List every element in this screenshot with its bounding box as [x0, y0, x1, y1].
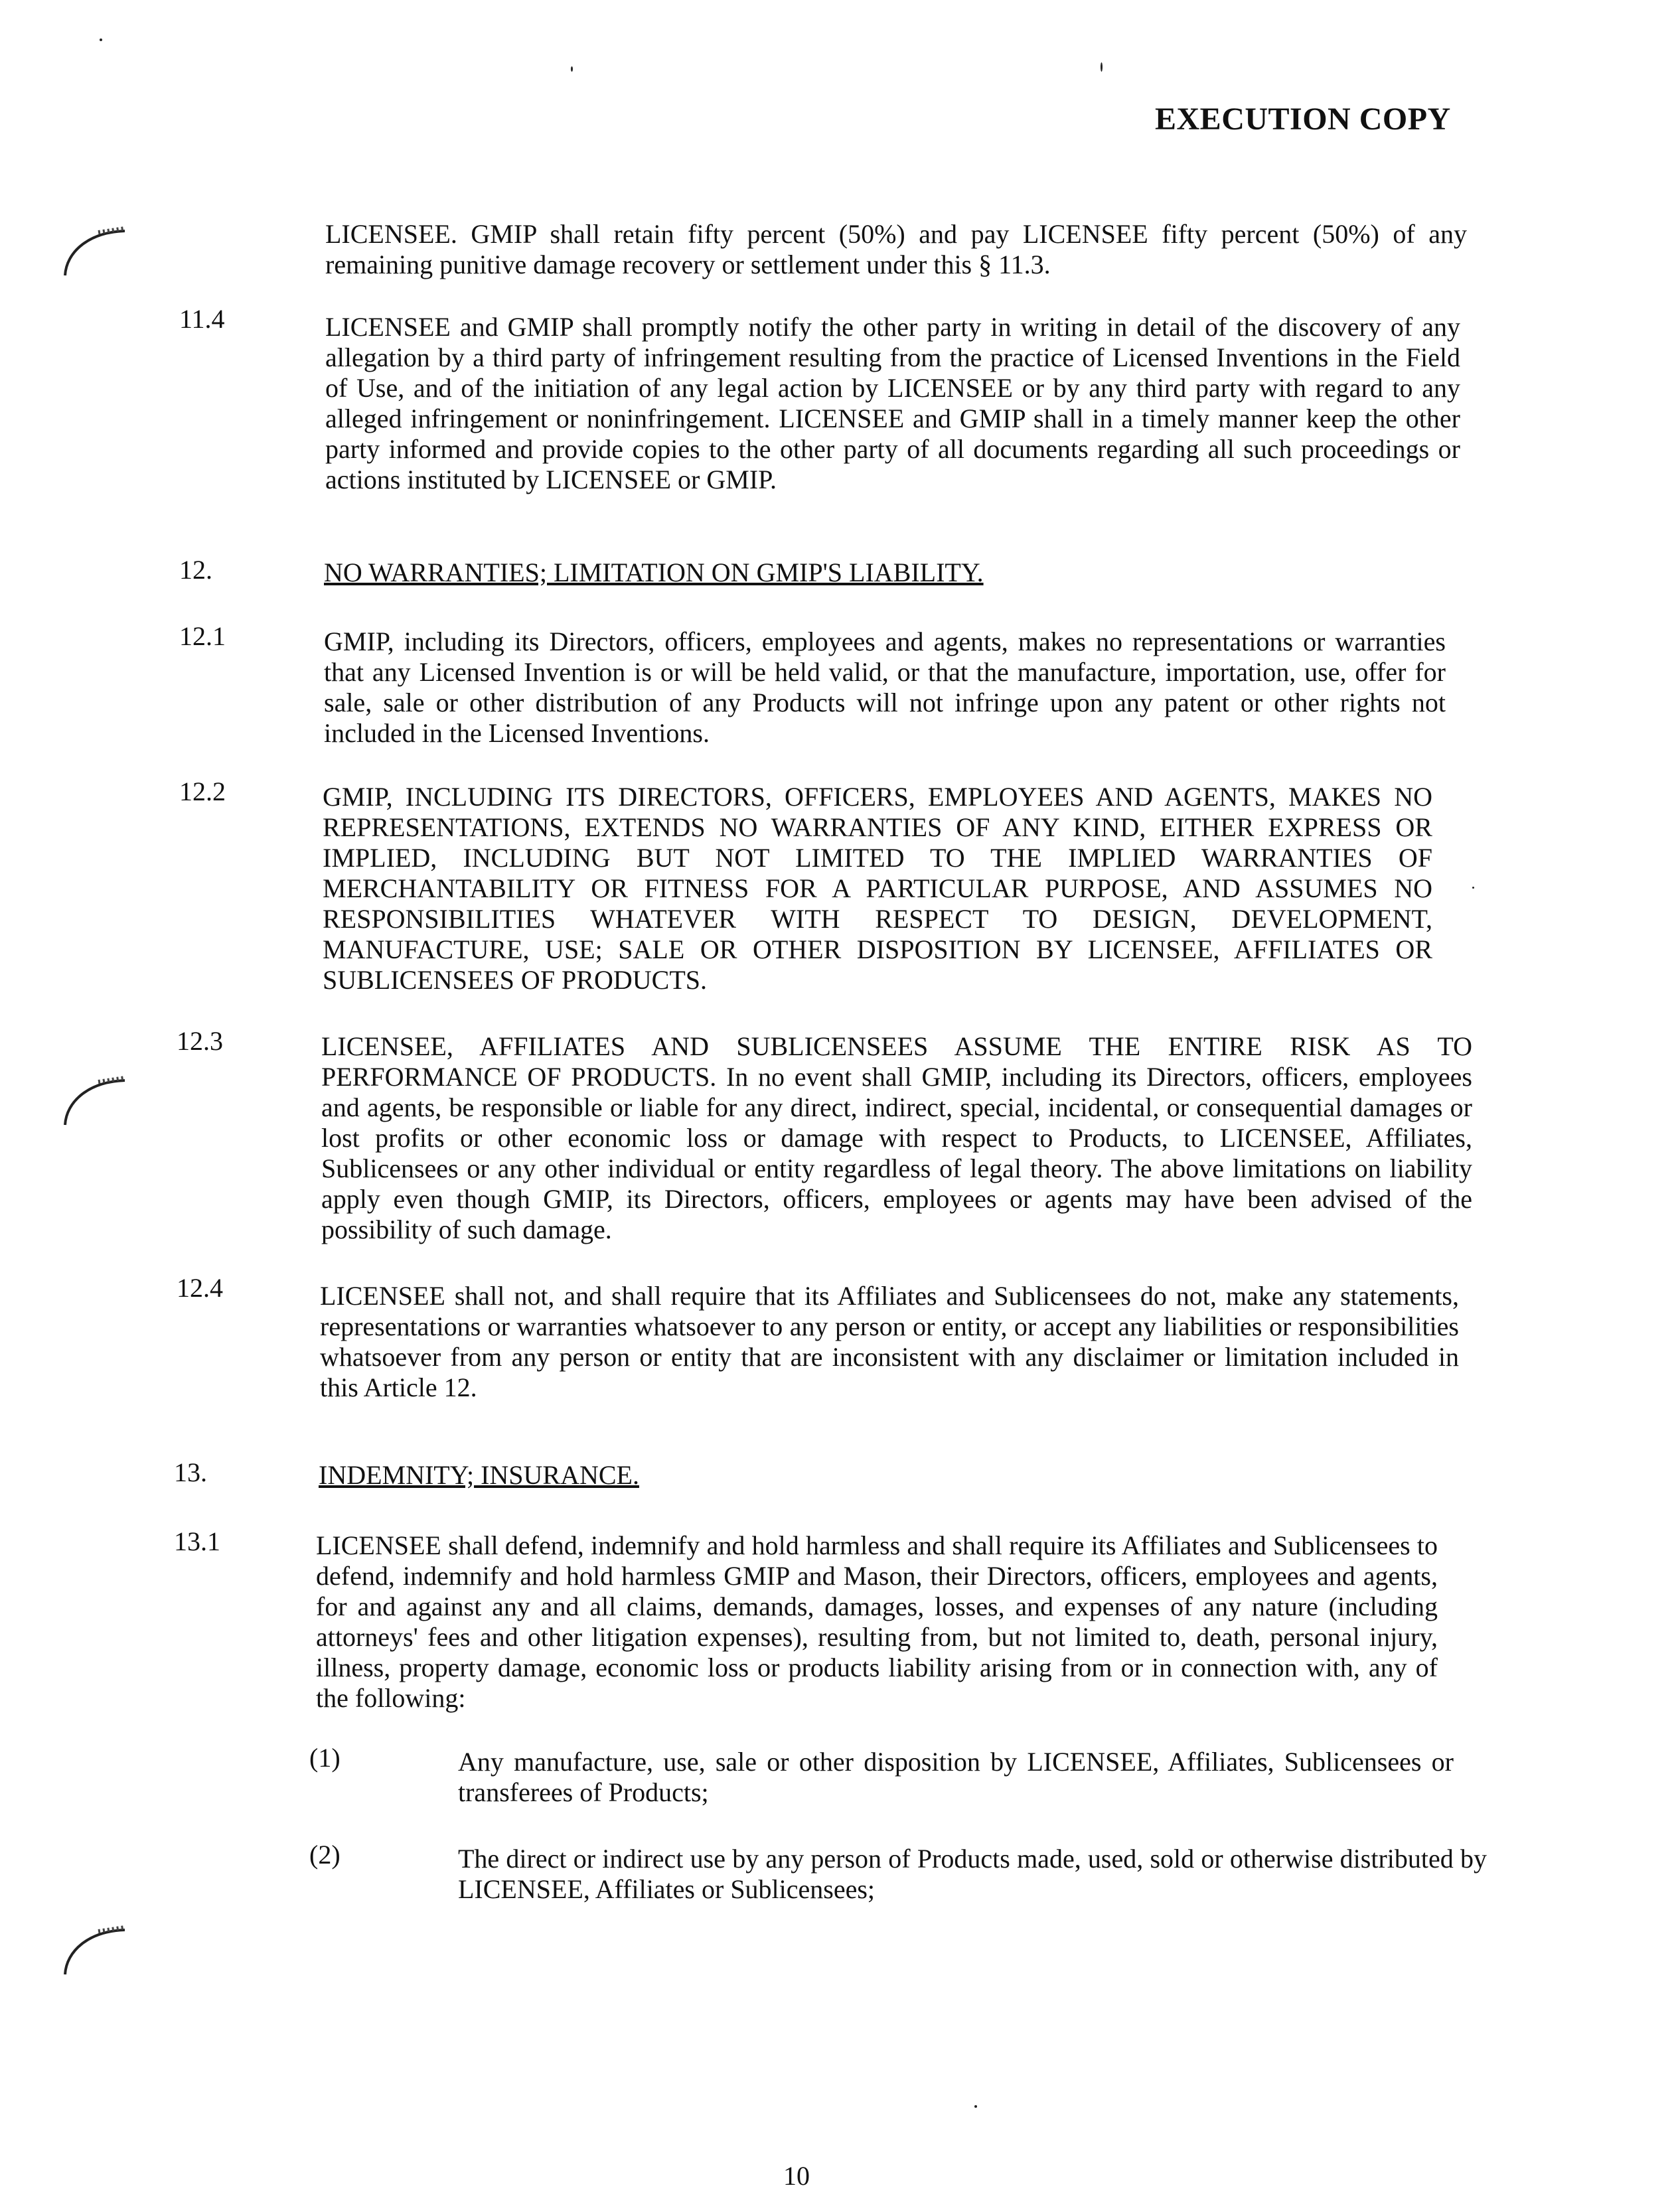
section-13-heading: INDEMNITY; INSURANCE. [319, 1460, 639, 1490]
section-number: 12. [179, 555, 212, 585]
section-number: 12.2 [179, 776, 226, 806]
binder-hole-mark-top [58, 226, 131, 279]
section-12-2-text: GMIP, INCLUDING ITS DIRECTORS, OFFICERS, EMPLOYEES AND AGENTS, MAKES NO REPRESENTATIONS, EXTENDS NO WARRANTIES OF ANY KIND, EITHER EXPRESS OR IMPLIED, INCLUDING BUT NOT LIMITED TO THE IMPLIED WARRANTIES OF MERCHANTABILITY OR FITNESS FOR A PARTICULAR PURPOSE, AND ASSUMES NO RESPONSIBILITIES WHATEVER WITH RESPECT TO DESIGN, DEVELOPMENT, MANUFACTURE, USE; SALE OR OTHER DISPOSITION BY LICENSEE, AFFILIATES OR SUBLICENSEES OF PRODUCTS. [323, 782, 1432, 995]
scan-speck [1101, 62, 1103, 72]
scan-speck [100, 38, 102, 41]
section-number: 11.4 [179, 304, 225, 334]
scan-speck [974, 2105, 977, 2108]
section-13-1-text: LICENSEE shall defend, indemnify and hold harmless and shall require its Affiliates and Sublicensees to defend, indemnify and hold harmless GMIP and Mason, their Directors, officers, employees and agents, for and against any and all claims, demands, damages, losses, and expenses of any nature (including attorneys' fees and other litigation expenses), resulting from, but not limited to, death, personal injury, illness, property damage, economic loss or products liability arising from or in connection with, any of the following: [316, 1530, 1438, 1713]
list-item-1-text: Any manufacture, use, sale or other disposition by LICENSEE, Affiliates, Sublicensees or transferees of Products; [458, 1747, 1454, 1807]
section-number: 12.1 [179, 621, 226, 651]
list-item-2-text: The direct or indirect use by any person of Products made, used, sold or otherwise distributed by LICENSEE, Affiliates or Sublicensees; [458, 1844, 1487, 1904]
section-number: 13. [174, 1457, 207, 1487]
section-number: 12.3 [177, 1026, 223, 1056]
section-12-4-text: LICENSEE shall not, and shall require that its Affiliates and Sublicensees do not, make any statements, representations or warranties whatsoever to any person or entity, or accept any liabilities or responsibilities whatsoever from any person or entity that are inconsistent with any disclaimer or limitation included in this Article 12. [320, 1281, 1459, 1402]
section-12-1-text: GMIP, including its Directors, officers, employees and agents, makes no representations or warranties that any Licensed Invention is or will be held valid, or that the manufacture, importation, use, offer for sale, sale or other distribution of any Products will not infringe upon any patent or other rights not included in the Licensed Inventions. [324, 627, 1446, 748]
section-number: 12.4 [177, 1273, 223, 1303]
binder-hole-mark-middle [58, 1075, 131, 1128]
list-item-number: (2) [309, 1840, 341, 1870]
page-number: 10 [783, 2161, 810, 2191]
scan-speck [1472, 887, 1474, 889]
section-11-3-continuation: LICENSEE. GMIP shall retain fifty percent (50%) and pay LICENSEE fifty percent (50%) of any remaining punitive damage recovery or settlement under this § 11.3. [325, 219, 1467, 279]
section-12-heading: NO WARRANTIES; LIMITATION ON GMIP'S LIABILITY. [324, 557, 984, 587]
section-12-3-text: LICENSEE, AFFILIATES AND SUBLICENSEES ASSUME THE ENTIRE RISK AS TO PERFORMANCE OF PRODUCTS. In no event shall GMIP, including its Directors, officers, employees and agents, be responsible or liable for any direct, indirect, special, incidental, or consequential damages or lost profits or other economic loss or damage with respect to Products, to LICENSEE, Affiliates, Sublicensees or any other individual or entity regardless of legal theory. The above limitations on liability apply even though GMIP, its Directors, officers, employees or agents may have been advised of the possibility of such damage. [321, 1031, 1472, 1244]
list-item-number: (1) [309, 1743, 341, 1773]
section-number: 13.1 [174, 1526, 220, 1556]
section-11-4-text: LICENSEE and GMIP shall promptly notify the other party in writing in detail of the discovery of any allegation by a third party of infringement resulting from the practice of Licensed Inventions in the Field of Use, and of the initiation of any legal action by LICENSEE or by any third party with regard to any alleged infringement or noninfringement. LICENSEE and GMIP shall in a timely manner keep the other party informed and provide copies to the other party of all documents regarding all such proceedings or actions instituted by LICENSEE or GMIP. [325, 312, 1460, 494]
execution-copy-header: EXECUTION COPY [1155, 102, 1451, 137]
scan-speck [571, 66, 573, 72]
binder-hole-mark-bottom [58, 1925, 131, 1978]
